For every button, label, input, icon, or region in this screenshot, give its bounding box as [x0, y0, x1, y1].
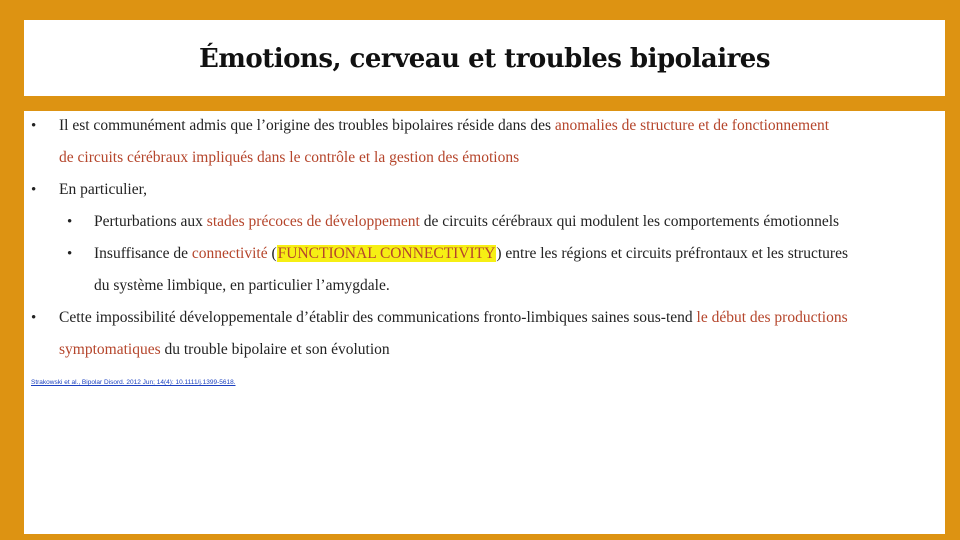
- sub-bullet-1-text-end: de circuits cérébraux qui modulent les comportements émotionnels: [423, 213, 840, 230]
- sub-bullet-dot: •: [67, 214, 73, 230]
- sub-bullet-2-text: Insuffisance de: [94, 245, 188, 262]
- sub-bullet-dot: •: [67, 246, 73, 262]
- sub-bullet-2-line-2: du système limbique, en particulier l’amygdale.: [94, 277, 390, 294]
- sub-bullet-2-text-end: ) entre les régions et circuits préfrontaux et les structures: [496, 245, 848, 262]
- reference-link[interactable]: Strakowski et al., Bipolar Disord. 2012 Jun; 14(4): 10.1111/j.1399-5618.: [31, 379, 236, 386]
- bullet-1-line-2: de circuits cérébraux impliqués dans le contrôle et la gestion des émotions: [59, 149, 520, 166]
- bullet-1-emphasis: anomalies de structure et de fonctionnement: [554, 117, 830, 134]
- functional-connectivity-highlight: FUNCTIONAL CONNECTIVITY: [277, 245, 496, 262]
- sub-bullet-2-emphasis: connectivité: [191, 245, 268, 262]
- bullet-3-emphasis-2: symptomatiques: [59, 341, 161, 358]
- sub-bullet-1-text: Perturbations aux: [94, 213, 203, 230]
- bullet-1-text: Il est communément admis que l’origine des troubles bipolaires réside dans des: [59, 117, 552, 134]
- bullet-3-text: Cette impossibilité développementale d’établir des communications fronto-limbiques saines sous-tend: [59, 309, 693, 326]
- sub-bullet-2-paren: (: [271, 245, 277, 262]
- sub-bullet-2-line-1: [94, 244, 848, 264]
- sub-bullet-1: [94, 212, 839, 232]
- bullet-3-text-end: du trouble bipolaire et son évolution: [164, 341, 390, 358]
- bullet-dot: •: [31, 310, 37, 326]
- bullet-dot: •: [31, 182, 37, 198]
- bullet-3-line-2: [59, 340, 390, 360]
- slide-title: Émotions, cerveau et troubles bipolaires: [199, 44, 770, 74]
- bullet-3-emphasis: le début des productions: [696, 309, 848, 326]
- bullet-dot: •: [31, 118, 37, 134]
- bullet-3-line-1: [59, 308, 848, 328]
- sub-bullet-1-emphasis: stades précoces de développement: [206, 213, 420, 230]
- bullet-1-line-1: [59, 116, 829, 136]
- bullet-2-text: En particulier,: [59, 181, 148, 198]
